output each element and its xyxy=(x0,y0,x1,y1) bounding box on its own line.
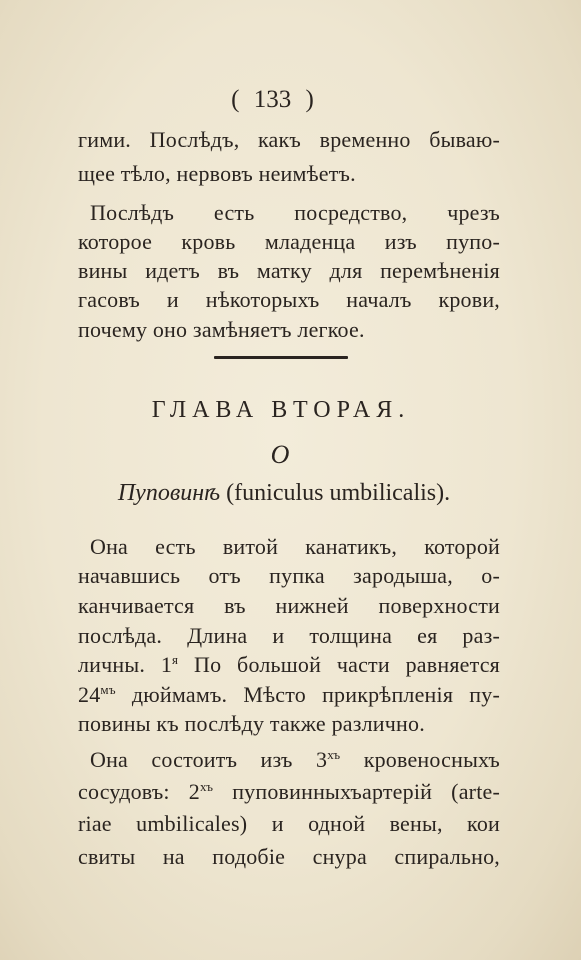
chapter-title-russian: Пуповинѣ xyxy=(117,480,221,506)
line-text: 24 xyxy=(78,682,101,707)
text-line: Она есть витой канатикъ, которой xyxy=(90,534,500,559)
line-text: пуповинныхъартерій (arte- xyxy=(213,779,501,804)
line-text: По большой части равняется xyxy=(178,652,500,677)
text-line xyxy=(78,745,500,775)
superscript: хъ xyxy=(327,747,341,762)
page-number: ( 133 ) xyxy=(231,86,314,113)
line-text: дюймамъ. Мѣсто прикрѣпленія пу- xyxy=(115,682,500,707)
chapter-subtitle-preposition: О xyxy=(270,440,290,469)
text-line: повины къ послѣду также различно. xyxy=(78,711,425,736)
text-line: Послѣдъ есть посредство, чрезъ xyxy=(90,200,500,225)
text-line: начавшись отъ пупка зародыша, о- xyxy=(78,563,500,588)
text-line: канчивается въ нижней поверхности xyxy=(78,593,500,618)
chapter-heading: ГЛАВА ВТОРАЯ. xyxy=(151,397,411,423)
text-line: riae umbilicales) и одной вены, кои xyxy=(78,811,500,836)
superscript: хъ xyxy=(200,779,214,794)
text-line: вины идетъ въ матку для перемѣненія xyxy=(78,258,500,283)
text-line: почему оно замѣняетъ легкое. xyxy=(78,317,365,342)
text-line xyxy=(78,650,500,680)
text-line: послѣда. Длина и толщина ея раз- xyxy=(78,623,500,648)
text-line xyxy=(78,777,500,807)
line-text: кровеносныхъ xyxy=(340,747,500,772)
chapter-title xyxy=(84,478,484,508)
line-text: личны. 1 xyxy=(78,652,173,677)
line-text: Она состоитъ изъ 3 xyxy=(90,747,328,772)
text-line: свиты на подобіе снура спирально, xyxy=(78,844,500,869)
superscript: я xyxy=(172,652,179,667)
text-line: которое кровь младенца изъ пупо- xyxy=(78,229,500,254)
text-line: гими. Послѣдъ, какъ временно бываю- xyxy=(78,127,500,152)
superscript: мъ xyxy=(100,682,116,697)
section-divider xyxy=(214,356,348,359)
text-line: щее тѣло, нервовъ неимѣетъ. xyxy=(78,161,356,186)
line-text: сосудовъ: 2 xyxy=(78,779,200,804)
text-line xyxy=(78,680,500,710)
text-line: гасовъ и нѣкоторыхъ началъ крови, xyxy=(78,287,500,312)
chapter-title-latin: (funiculus umbilicalis). xyxy=(226,480,451,506)
